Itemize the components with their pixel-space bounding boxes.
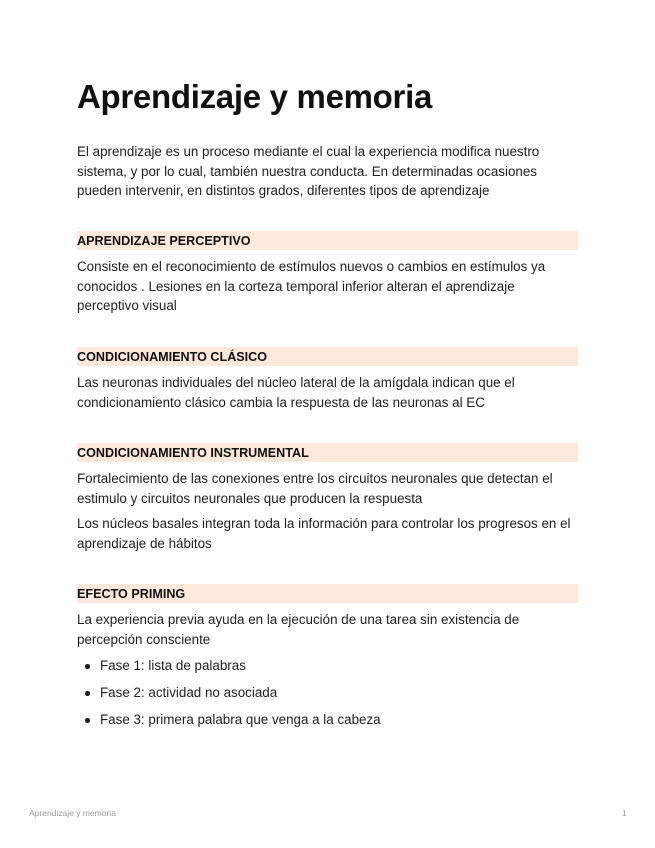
- section-paragraph: Fortalecimiento de las conexiones entre los circuitos neuronales que detectan el estimulo y circuitos neuronales que producen la respuesta: [77, 471, 553, 506]
- bullet-list: [77, 656, 381, 737]
- bullet-icon: [85, 691, 90, 696]
- list-item: [77, 710, 381, 730]
- section-heading-condicionamiento-instrumental: CONDICIONAMIENTO INSTRUMENTAL: [77, 443, 578, 462]
- page-number: 1: [622, 808, 627, 818]
- bullet-icon: [85, 718, 90, 723]
- list-item: [77, 683, 381, 703]
- intro-paragraph: El aprendizaje es un proceso mediante el cual la experiencia modifica nuestro sistema, y por lo cual, también nuestra conducta. En determinadas ocasiones pueden intervenir, en distintos grados, diferentes tipos de aprendizaje: [77, 144, 540, 198]
- section-heading-efecto-priming: EFECTO PRIMING: [77, 584, 578, 603]
- section-paragraph: Los núcleos basales integran toda la información para controlar los progresos en el aprendizaje de hábitos: [77, 516, 571, 551]
- section-heading-aprendizaje-perceptivo: APRENDIZAJE PERCEPTIVO: [77, 231, 578, 250]
- section-paragraph: Consiste en el reconocimiento de estímulos nuevos o cambios en estímulos ya conocidos . Lesiones en la corteza temporal inferior alteran el aprendizaje perceptivo visual: [77, 259, 546, 313]
- list-item-text: Fase 3: primera palabra que venga a la cabeza: [100, 712, 381, 727]
- list-item-text: Fase 1: lista de palabras: [100, 658, 246, 673]
- section-paragraph: La experiencia previa ayuda en la ejecución de una tarea sin existencia de percepción consciente: [77, 612, 520, 647]
- footer-document-title: Aprendizaje y memoria: [29, 808, 116, 818]
- list-item-text: Fase 2: actividad no asociada: [100, 685, 278, 700]
- page-title: Aprendizaje y memoria: [77, 78, 432, 115]
- section-heading-condicionamiento-clasico: CONDICIONAMIENTO CLÁSICO: [77, 347, 578, 366]
- list-item: [77, 656, 381, 676]
- bullet-icon: [85, 664, 90, 669]
- section-paragraph: Las neuronas individuales del núcleo lateral de la amígdala indican que el condicionamiento clásico cambia la respuesta de las neuronas al EC: [77, 375, 515, 410]
